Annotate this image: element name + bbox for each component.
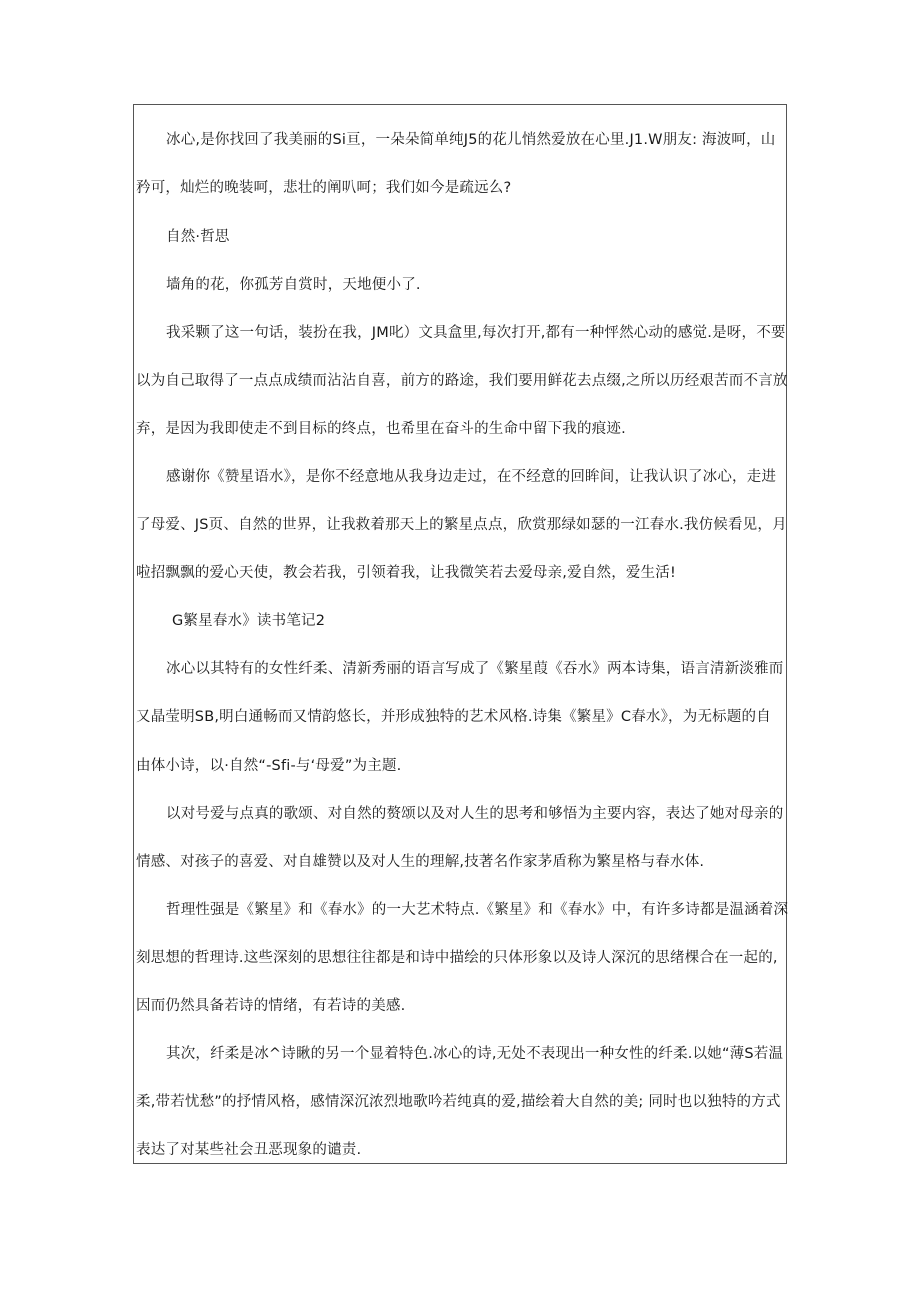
- section-heading: G繁星春水》读书笔记2: [172, 613, 326, 629]
- text-line: 以对号爱与点真的歌颂、对自然的赘颂以及对人生的思考和够悟为主要内容，表达了她对母亲的: [166, 806, 784, 822]
- text-line: 由体小诗，以·自然“-Sfi-与‘母爱”为主题.: [136, 758, 402, 774]
- text-line: 刻思想的哲理诗.这些深刻的思想往往都是和诗中描绘的只体形象以及诗人深沉的思绪棵合在一起的,: [136, 950, 778, 966]
- text-line: 感谢你《赞星语水》，是你不经意地从我身边走过，在不经意的回眸间，让我认识了冰心，走进: [166, 469, 777, 485]
- text-line: 墙角的花，你孤芳自赏时，天地便小了.: [166, 277, 421, 293]
- text-line: 以为自己取得了一点点成绩而沾沾自喜，前方的路途，我们要用鲜花去点缀,之所以历经艰苦而不言放: [136, 373, 788, 389]
- text-line: 哲理性强是《繁星》和《春水》的一大艺术特点.《繁星》和《春水》中，有许多诗都是温涵着深: [166, 902, 789, 918]
- text-line: 我采颗了这一句话，装扮在我，JM叱）文具盒里,每次打开,都有一种怦然心动的感觉.是呀，不要: [166, 325, 786, 341]
- text-line: 又晶莹明SB,明白通畅而又情韵悠长，并形成独特的艺术风格.诗集《繁星》C春水》，为无标题的自: [136, 709, 771, 725]
- text-line: 弃，是因为我即使走不到目标的终点，也希里在奋斗的生命中留下我的痕迹.: [136, 421, 626, 437]
- text-line: 啦招飘飘的爱心天使，教会若我，引领着我，让我微笑若去爱母亲,爱自然，爱生活!: [136, 565, 677, 581]
- text-line: 情感、对孩子的喜爱、对自雄赞以及对人生的理解,技著名作家茅盾称为繁星格与春水体.: [136, 854, 705, 870]
- text-line: 冰心,是你找回了我美丽的Si亘，一朵朵简单纯J5的花儿悄然爱放在心里.J1.W朋友: 海波呵，山: [166, 132, 776, 148]
- text-line: 冰心以其特有的女性纤柔、清新秀丽的语言写成了《繁星葭《吞水》两本诗集，语言清新淡雅而: [166, 661, 784, 677]
- text-line: 因而仍然具备若诗的情绪，有若诗的美感.: [136, 998, 406, 1014]
- text-line: 其次，纤柔是冰^诗瞅的另一个显着特色.冰心的诗,无处不表现出一种女性的纤柔.以她“薄S若温: [166, 1046, 784, 1062]
- text-line: 了母爱、JS页、自然的世界，让我救着那天上的繁星点点，欣赏那绿如瑟的一江春水.我仿候看见，月: [136, 517, 787, 533]
- text-line: 矜可，灿烂的晚装呵，悲壮的阐叭呵；我们如今是疏远么?: [136, 180, 512, 196]
- text-line: 表达了对某些社会丑恶现象的谴责.: [136, 1142, 362, 1158]
- text-line: 柔,带若忧愁”的抒情风格，感情深沉浓烈地歌吟若纯真的爱,描绘着大自然的美; 同时也以独特的方式: [136, 1094, 781, 1110]
- section-heading: 自然·哲思: [166, 229, 230, 245]
